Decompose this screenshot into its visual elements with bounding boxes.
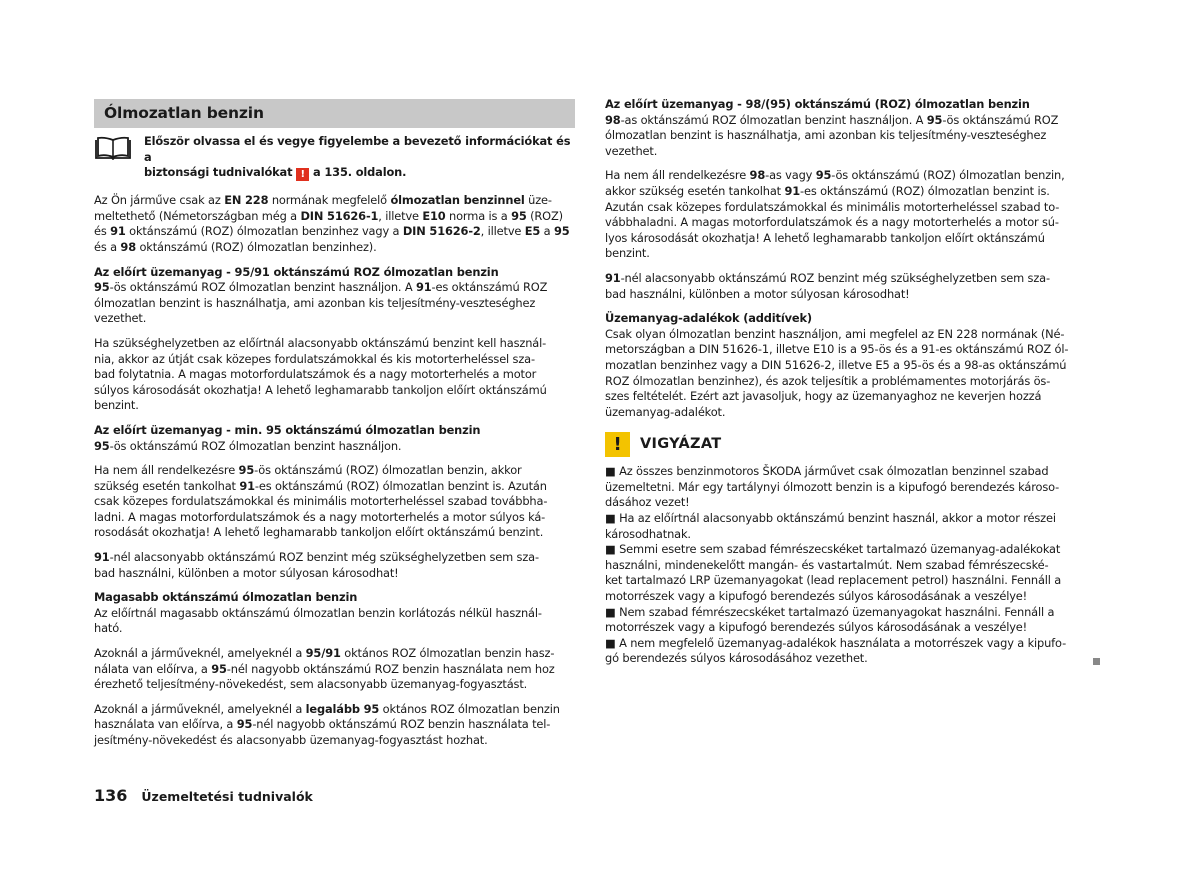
list-item: gó berendezés súlyos károsodásához vezethet. (605, 651, 868, 666)
safety-notice (94, 134, 575, 181)
list-item: üzemeltetni. Már egy tartálynyi ólmozott benzin is a kipufogó berendezés károso- (605, 479, 1060, 494)
right-column (605, 97, 1089, 667)
list-item: motorrészek vagy a kipufogó berendezés súlyos károsodásának a veszélye! (605, 589, 1028, 604)
left-column (94, 99, 575, 758)
caution-icon: ! (605, 432, 630, 457)
section-additives: Üzemanyag-adalékok (additívek) Csak olyan ólmozatlan benzint használjon, ami megfelel az EN 228 normának (Né- metországban a DIN 51626-1, illetve E10 is a 95-ös és a 91-es oktánszámú ROZ ól- mozatlan benzinhez vagy a DIN 51626-2, illetve E5 a 95-ös és a 98-as oktánszámú ROZ ólmozatlan benzinhez), és azok teljesítik a problémamentes motorjárás ös- szes feltételét. Ezért azt javasoljuk, hogy az üzemanyaghoz ne keverjen hozzá üzemanyag-adalékot. (605, 311, 1069, 419)
section-title: Az előírt üzemanyag - 95/91 oktánszámú ROZ ólmozatlan benzin (94, 264, 499, 279)
notice-line-2 (144, 165, 575, 181)
list-item: ■ Nem szabad fémrészecskéket tartalmazó üzemanyagokat használni. Fennáll a (605, 604, 1055, 619)
caution-list (605, 464, 1089, 667)
chapter-title: Üzemeltetési tudnivalók (141, 789, 313, 804)
emergency-paragraph: Ha szükséghelyzetben az előírtnál alacsonyabb oktánszámú benzint kell használ- nia, akkor az útját csak közepes fordulatszámokkal és kis motorterheléssel sza- bad folytatnia. A magas motorfordulatszámok és a nagy motorterhelés a motor súlyos károsodását okozhatja! A lehető leghamarabb tankoljon előírt oktánszámú benzint. (94, 335, 547, 413)
section-header: Ólmozatlan benzin (94, 99, 575, 128)
section-title: Az előírt üzemanyag - min. 95 oktánszámú ólmozatlan benzin (94, 422, 481, 437)
section-title: Magasabb oktánszámú ólmozatlan benzin (94, 590, 358, 605)
caution-heading (605, 432, 1089, 457)
list-item: ■ Ha az előírtnál alacsonyabb oktánszámú benzint használ, akkor a motor részei (605, 511, 1056, 526)
paragraph-min-95-vehicles: Azoknál a járműveknél, amelyeknél a legalább 95 oktános ROZ ólmozatlan benzin használata van előírva, a 95-nél nagyobb oktánszámú ROZ benzin használata tel- jesítmény-növekedést és alacsonyabb üzemanyag-fogyasztást hozhat. (94, 701, 560, 747)
list-item: ■ Az összes benzinmotoros ŠKODA járművet csak ólmozatlan benzinnel szabad (605, 464, 1049, 479)
end-of-section-marker (1093, 658, 1100, 665)
notice-text: biztonsági tudnivalókat (144, 165, 293, 180)
page-number: 136 (94, 786, 128, 805)
paragraph-95-91-vehicles: Azoknál a járműveknél, amelyeknél a 95/91 oktános ROZ ólmozatlan benzin hasz- nálata van előírva, a 95-nél nagyobb oktánszámú ROZ benzin használata nem hoz érezhető teljesítmény-növekedést, sem alacsonyabb üzemanyag-fogyasztást. (94, 646, 555, 692)
section-min-95: Az előírt üzemanyag - min. 95 oktánszámú ólmozatlan benzin 95-ös oktánszámú ROZ ólmozatlan benzint használjon. (94, 422, 481, 453)
fallback-98-paragraph: Ha nem áll rendelkezésre 98-as vagy 95-ös oktánszámú (ROZ) ólmozatlan benzin, akkor szükség esetén tankolhat 91-es oktánszámú (ROZ) ólmozatlan benzint is. Azután csak közepes fordulatszámokkal és minimális motorterheléssel szabad to- vábbhaladni. A magas motorfordulatszámok és a nagy motorterhelés a motor sú- lyos károsodását okozhatja! A lehető leghamarabb tankoljon előírt oktánszámú benzint. (605, 168, 1065, 261)
list-item: használni, mindenekelőtt mangán- és vastartalmút. Nem szabad fémrészecské- (605, 557, 1049, 572)
notice-link[interactable]: a 135. oldalon. (313, 165, 407, 180)
fallback-paragraph: Ha nem áll rendelkezésre 95-ös oktánszámú (ROZ) ólmozatlan benzin, akkor szükség esetén tankolhat 91-es oktánszámú (ROZ) ólmozatlan benzint is. Azután csak közepes fordulatszámokkal és minimális motorterheléssel szabad továbbha- ladni. A magas motorfordulatszámok és a nagy motorterhelés a motor súlyos ká- rosodását okozhatja! A lehető leghamarabb tankoljon előírt oktánszámú benzint. (94, 463, 548, 540)
section-98-95: Az előírt üzemanyag - 98/(95) oktánszámú (ROZ) ólmozatlan benzin 98-as oktánszámú ROZ ólmozatlan benzint használjon. A 95-ös oktánszámú ROZ ólmozatlan benzint is használhatja, ami azonban kis teljesítmény-veszteséghez vezethet. (605, 97, 1059, 158)
section-title: Az előírt üzemanyag - 98/(95) oktánszámú (ROZ) ólmozatlan benzin (605, 97, 1030, 111)
list-item: ■ Semmi esetre sem szabad fémrészecskéket tartalmazó üzemanyag-adalékokat (605, 542, 1061, 557)
intro-paragraph: Az Ön járműve csak az EN 228 normának megfelelő ólmozatlan benzinnel üze- meltethető (Németországban még a DIN 51626-1, illetve E10 norma is a 95 (ROZ) és 91 oktánszámú (ROZ) ólmozatlan benzinhez vagy a DIN 51626-2, illetve E5 a 95 és a 98 oktánszámú (ROZ) ólmozatlan benzinhez). (94, 193, 570, 254)
section-95-91: Az előírt üzemanyag - 95/91 oktánszámú ROZ ólmozatlan benzin 95-ös oktánszámú ROZ ólmozatlan benzint használjon. A 91-es oktánszámú ROZ ólmozatlan benzint is használhatja, ami azonban kis teljesítmény-veszteséghez vezethet. (94, 264, 548, 326)
list-item: károsodhatnak. (605, 526, 691, 541)
caution-title: VIGYÁZAT (640, 435, 722, 452)
list-item: ■ A nem megfelelő üzemanyag-adalékok használata a motorrészek vagy a kipufo- (605, 635, 1067, 650)
below-91-paragraph-right: 91-nél alacsonyabb oktánszámú ROZ benzint még szükséghelyzetben sem sza- bad használni, különben a motor súlyosan károsodhat! (605, 270, 1050, 301)
below-91-paragraph: 91-nél alacsonyabb oktánszámú ROZ benzint még szükséghelyzetben sem sza- bad használni, különben a motor súlyosan károsodhat! (94, 550, 539, 580)
list-item: motorrészek vagy a kipufogó berendezés súlyos károsodásának a veszélye! (605, 620, 1028, 635)
section-title: Üzemanyag-adalékok (additívek) (605, 311, 812, 326)
list-item: ket tartalmazó LRP üzemanyagokat (lead replacement petrol) használni. Fennáll a (605, 573, 1062, 588)
list-item: dásához vezet! (605, 495, 690, 510)
book-icon (94, 136, 132, 160)
notice-line-1: Először olvassa el és vegye figyelembe a bevezető információkat és a (144, 134, 571, 164)
section-higher-octane: Magasabb oktánszámú ólmozatlan benzin Az előírtnál magasabb oktánszámú ólmozatlan benzin korlátozás nélkül használ- ható. (94, 590, 542, 636)
warning-icon: ! (296, 168, 309, 181)
page-footer (94, 786, 313, 805)
